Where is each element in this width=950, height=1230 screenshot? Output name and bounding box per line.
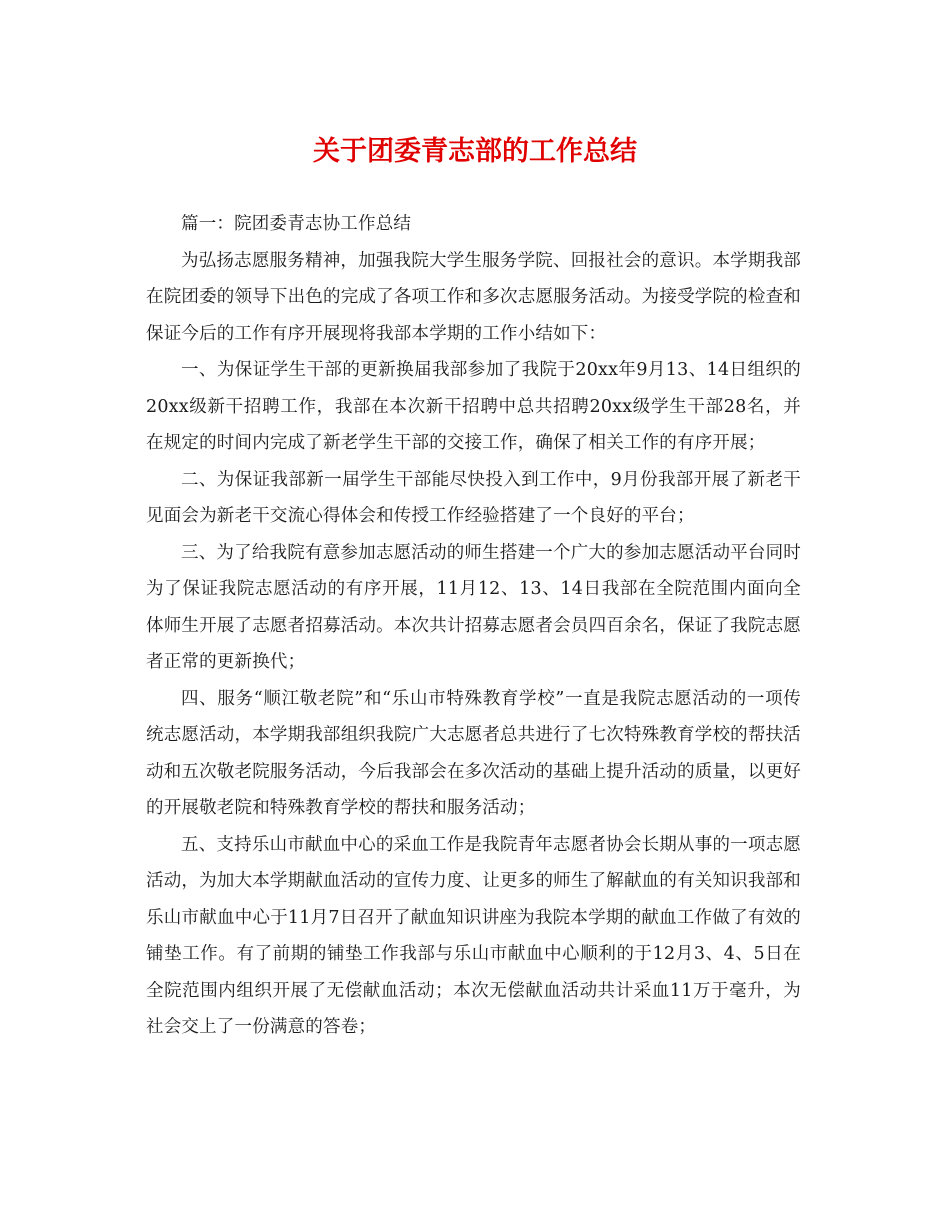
- item-one-paragraph: 一、为保证学生干部的更新换届我部参加了我院于20xx年9月13、14日组织的20xx级新干招聘工作，我部在本次新干招聘中总共招聘20xx级学生干部28名，并在规定的时间内完成了新老学生干部的交接工作，确保了相关工作的有序开展；: [146, 360, 801, 453]
- section-heading: 篇一：院团委青志协工作总结: [181, 214, 412, 234]
- intro-paragraph: 为弘扬志愿服务精神，加强我院大学生服务学院、回报社会的意识。本学期我部在院团委的领导下出色的完成了各项工作和多次志愿服务活动。为接受学院的检查和保证今后的工作有序开展现将我部本学期的工作小结如下：: [146, 250, 801, 344]
- item-three-paragraph: 三、为了给我院有意参加志愿活动的师生搭建一个广大的参加志愿活动平台同时为了保证我院志愿活动的有序开展，11月12、13、14日我部在全院范围内面向全体师生开展了志愿者招募活动。本次共计招募志愿者会员四百余名，保证了我院志愿者正常的更新换代；: [146, 542, 801, 672]
- document-title: 关于团委青志部的工作总结: [313, 136, 637, 167]
- item-four-paragraph: 四、服务“顺江敬老院”和“乐山市特殊教育学校”一直是我院志愿活动的一项传统志愿活动，本学期我部组织我院广大志愿者总共进行了七次特殊教育学校的帮扶活动和五次敬老院服务活动，今后我部会在多次活动的基础上提升活动的质量，以更好的开展敬老院和特殊教育学校的帮扶和服务活动；: [146, 688, 801, 818]
- item-five-paragraph: 五、支持乐山市献血中心的采血工作是我院青年志愿者协会长期从事的一项志愿活动，为加大本学期献血活动的宣传力度、让更多的师生了解献血的有关知识我部和乐山市献血中心于11月7日召开了献血知识讲座为我院本学期的献血工作做了有效的铺垫工作。有了前期的铺垫工作我部与乐山市献血中心顺利的于12月3、4、5日在全院范围内组织开展了无偿献血活动；本次无偿献血活动共计采血11万于毫升，为社会交上了一份满意的答卷；: [146, 834, 801, 1037]
- document-body: [146, 206, 801, 1046]
- item-two-paragraph: 二、为保证我部新一届学生干部能尽快投入到工作中，9月份我部开展了新老干见面会为新老干交流心得体会和传授工作经验搭建了一个良好的平台；: [146, 469, 801, 526]
